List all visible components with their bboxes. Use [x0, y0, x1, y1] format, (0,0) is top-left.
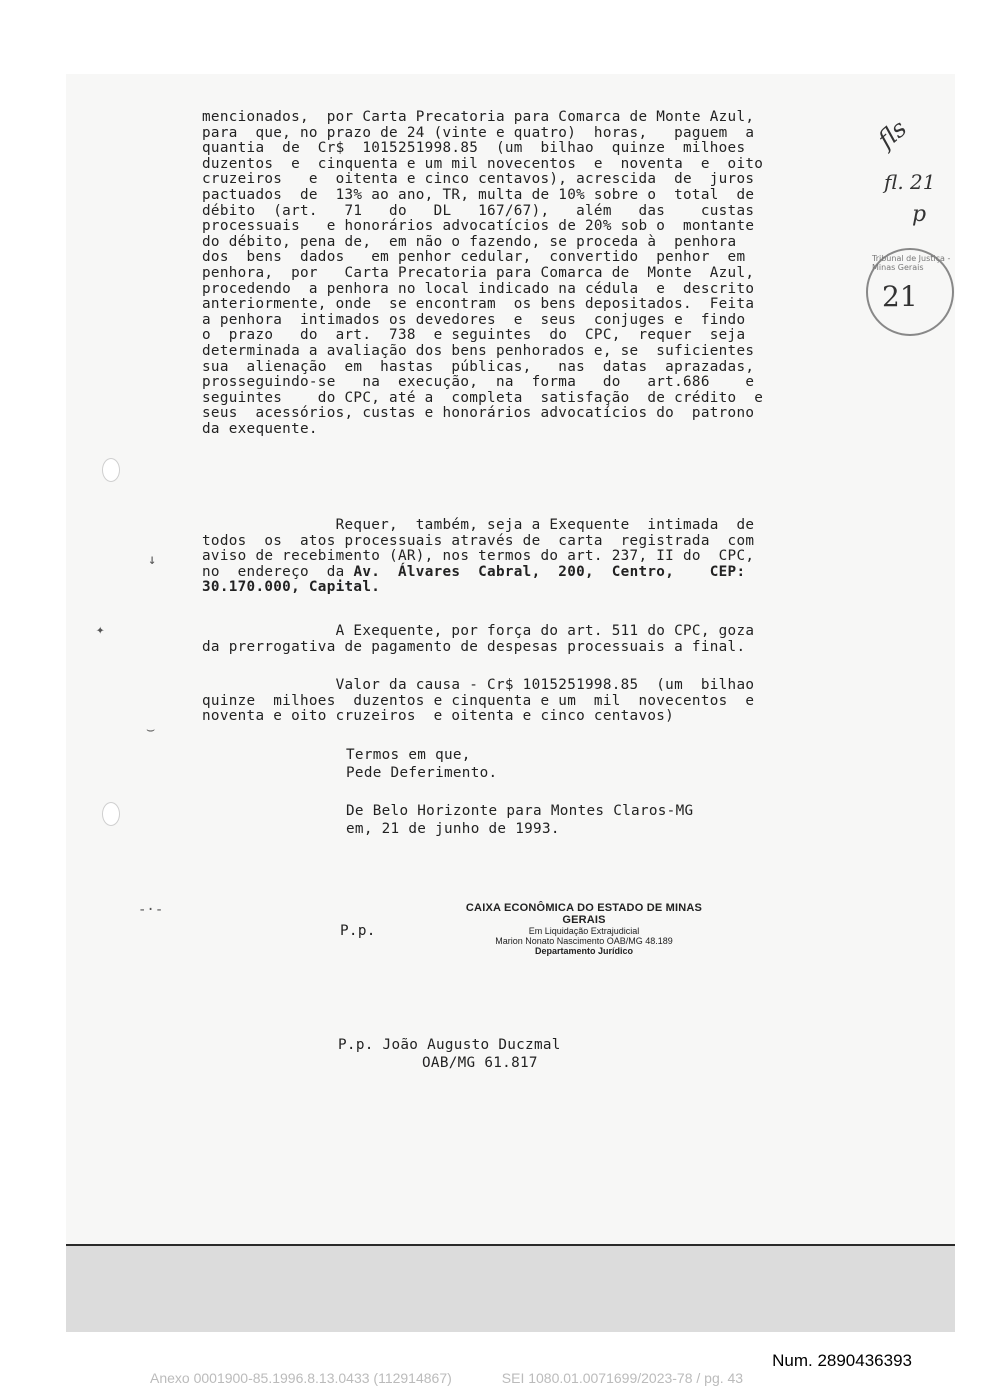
margin-mark: ⌣: [146, 722, 156, 738]
petition-body: [202, 110, 867, 437]
petition-line: procedendo a penhora no local indicado na cédula e descrito: [202, 280, 755, 297]
signer-name: P.p. João Augusto Duczmal: [338, 1037, 561, 1053]
petition-line: duzentos e cinquenta e um mil novecentos e noventa e oito: [202, 155, 764, 172]
signer: [338, 1036, 561, 1072]
address-bold-cont: 30.170.000, Capital.: [202, 579, 381, 596]
document-number: Num. 2890436393: [772, 1351, 912, 1370]
value-line: noventa e oito cruzeiros e oitenta e cinco centavos): [202, 708, 675, 725]
petition-line: do débito, pena de, em não o fazendo, se proceda à penhora: [202, 233, 737, 250]
petition-line: penhora, por Carta Precatoria para Comarca de Monte Azul,: [202, 264, 755, 281]
notice-line: Requer, também, seja a Exequente intimada de: [202, 517, 755, 533]
signer-oab: OAB/MG 61.817: [422, 1055, 538, 1071]
stamp-department: Departamento Jurídico: [534, 946, 634, 956]
petition-line: da exequente.: [202, 420, 318, 437]
petition-line: débito (art. 71 do DL 167/67), além das custas: [202, 202, 755, 219]
scanned-page: [66, 74, 955, 1332]
notice-line: aviso de recebimento (AR), nos termos do art. 237, II do CPC,: [202, 548, 755, 565]
margin-mark: ↓: [148, 552, 157, 568]
petition-line: dos bens dados em penhor cedular, convertido penhor em: [202, 249, 746, 266]
margin-mark: ✦: [96, 622, 105, 638]
value-paragraph: [202, 678, 867, 725]
petition-line: pactuados de 13% ao ano, TR, multa de 10% sobre o total de: [202, 186, 755, 203]
prerogative-paragraph: [202, 624, 867, 655]
value-line: quinze milhoes duzentos e cinquenta e um mil novecentos e: [202, 692, 755, 709]
petition-line: anteriormente, onde se encontram os bens depositados. Feita: [202, 296, 755, 313]
date-line: em, 21 de junho de 1993.: [346, 821, 560, 837]
petition-line: a penhora intimados os devedores e seus conjuges e findo: [202, 311, 746, 328]
petition-line: sua alienação em hastas públicas, nas datas aprazadas,: [202, 358, 755, 375]
handwritten-note: p: [912, 202, 927, 227]
prerogative-line: A Exequente, por força do art. 511 do CPC, goza: [202, 623, 755, 639]
notice-line-start: no endereço da: [202, 563, 354, 580]
handwritten-note: fls: [872, 114, 913, 154]
value-line: Valor da causa - Cr$ 1015251998.85 (um bilhao: [202, 677, 755, 693]
petition-line: cruzeiros e oitenta e cinco centavos), acrescida de juros: [202, 171, 755, 188]
closing: [346, 746, 497, 782]
prerogative-line: da prerrogativa de pagamento de despesas processuais a final.: [202, 638, 746, 655]
notice-paragraph: [202, 518, 867, 596]
address-line: [202, 565, 867, 581]
petition-line: para que, no prazo de 24 (vinte e quatro) horas, paguem a: [202, 124, 755, 141]
address-bold: Av. Álvares Cabral, 200, Centro, CEP:: [353, 563, 746, 580]
petition-line: o prazo do art. 738 e seguintes do CPC, requer seja: [202, 327, 746, 344]
sei-reference: SEI 1080.01.0071699/2023-78 / pg. 43: [501, 1370, 744, 1386]
place-line: De Belo Horizonte para Montes Claros-MG: [346, 803, 694, 819]
petition-line: seus acessórios, custas e honorários advocatícios do patrono: [202, 405, 755, 422]
place-date: [346, 802, 693, 838]
petition-line: determinada a avaliação dos bens penhorados e, se suficientes: [202, 342, 755, 359]
stamp-ring-text: Tribunal de Justiça - Minas Gerais: [872, 254, 951, 272]
pp-label: P.p.: [340, 923, 376, 939]
binder-hole-bottom: [102, 802, 120, 826]
margin-mark: -·-: [138, 902, 164, 918]
petition-line: prosseguindo-se na execução, na forma do art.686 e: [202, 374, 755, 391]
petition-line: seguintes do CPC, até a completa satisfação de crédito e: [202, 389, 764, 406]
petition-line: processuais e honorários advocatícios de 20% sob o montante: [202, 218, 755, 235]
handwritten-note: fl. 21: [884, 170, 936, 194]
closing-line: Termos em que,: [346, 747, 471, 763]
stamp-title: CAIXA ECONÔMICA DO ESTADO DE MINAS GERAIS: [465, 902, 703, 926]
binder-hole-top: [102, 458, 120, 482]
petition-line: mencionados, por Carta Precatoria para Comarca de Monte Azul,: [202, 109, 755, 125]
closing-line: Pede Deferimento.: [346, 765, 498, 781]
annex-reference: Anexo 0001900-85.1996.8.13.0433 (112914867): [150, 1370, 452, 1386]
notice-line: todos os atos processuais através de carta registrada com: [202, 532, 755, 549]
petition-line: quantia de Cr$ 1015251998.85 (um bilhao quinze milhoes: [202, 140, 746, 157]
footer-reference: [150, 1370, 850, 1386]
stamp-signatory: Marion Nonato Nascimento OAB/MG 48.189: [495, 936, 673, 946]
page-stamp-number: 21: [882, 280, 918, 313]
stamp-subtitle: Em Liquidação Extrajudicial: [528, 926, 640, 936]
institution-stamp: [444, 902, 724, 956]
paper-sheet: [66, 74, 955, 1246]
scan-lower-band: [66, 1246, 955, 1332]
